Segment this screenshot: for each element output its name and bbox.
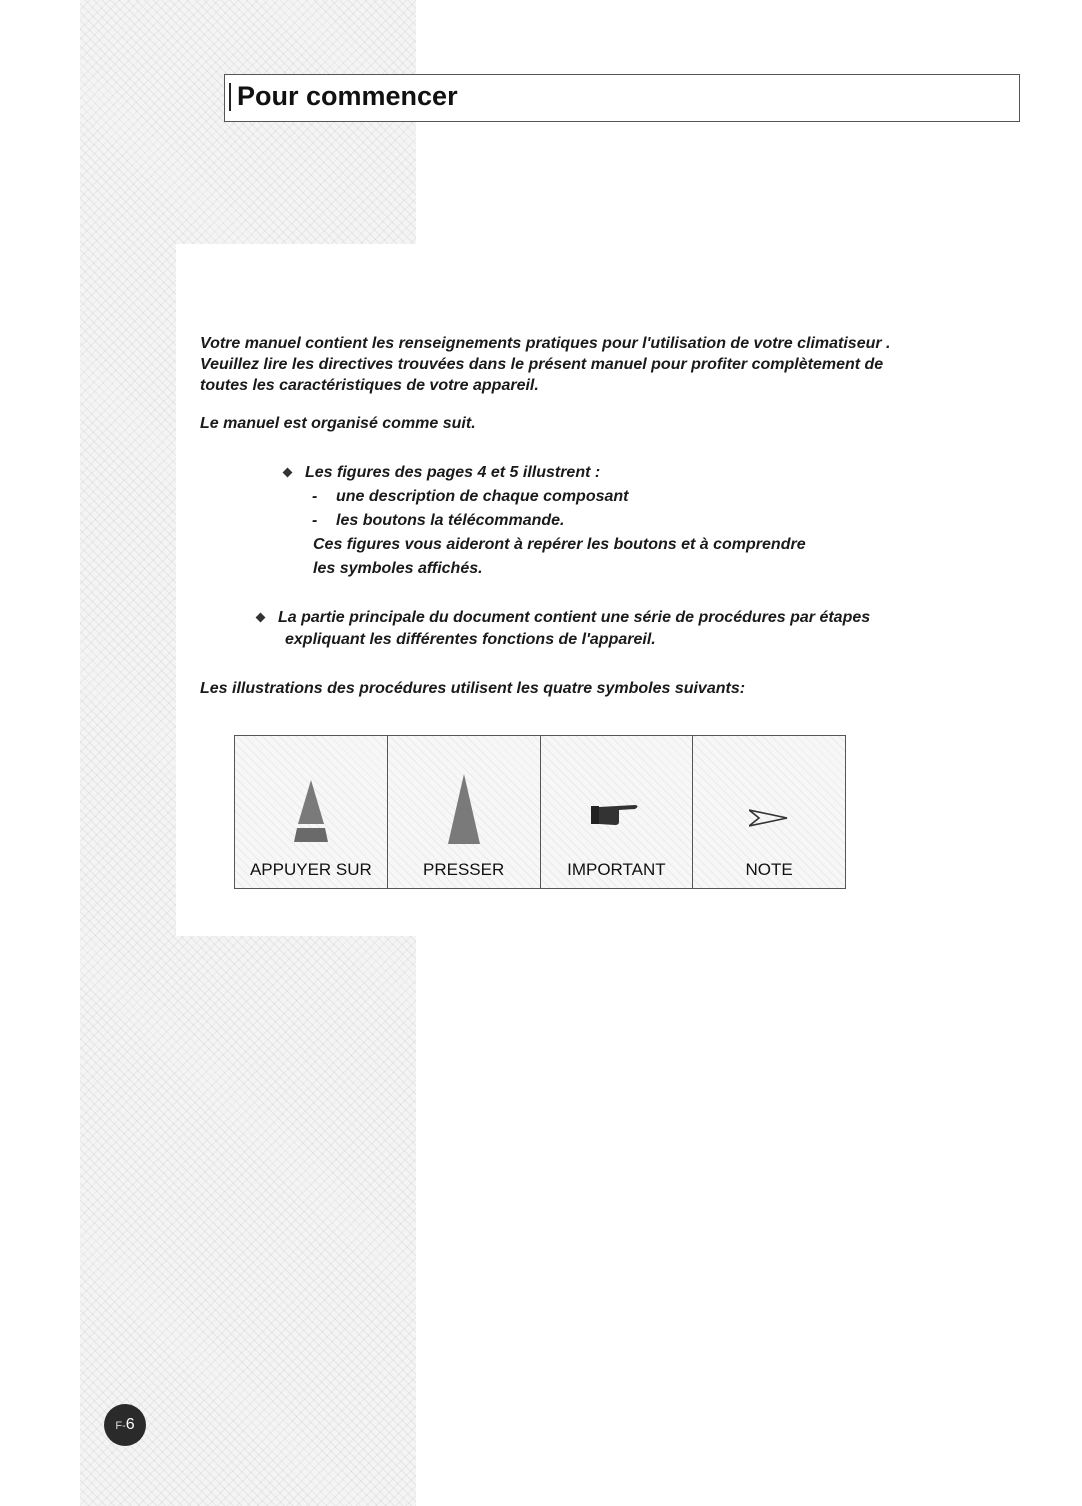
illustrations-intro: Les illustrations des procédures utilisent les quatre symboles suivants: (200, 680, 746, 697)
symbol-cell-important (541, 736, 694, 888)
page-number: 6 (125, 1416, 135, 1433)
arrow-icon (749, 809, 789, 827)
symbol-label: NOTE (745, 860, 793, 879)
bullet-figures: Les figures des pages 4 et 5 illustrent : - une description de chaque composant - les boutons la télécommande. Ces figures vous aideront à repérer les boutons et à comprendre les symboles affichés. (284, 461, 806, 581)
intro-paragraph (200, 333, 940, 396)
page-prefix: F- (115, 1420, 126, 1432)
bullet-main-line-2: expliquant les différentes fonctions de l'appareil. (285, 631, 656, 648)
symbol-cell-push (235, 736, 388, 888)
list-item: une description de chaque composant (336, 488, 629, 505)
intro-line-3: toutes les caractéristiques de votre appareil. (200, 377, 539, 394)
symbol-cell-note (693, 736, 845, 888)
pointing-hand-icon (591, 802, 641, 826)
page-title: Pour commencer (237, 81, 458, 111)
symbol-label: IMPORTANT (567, 860, 666, 879)
title-marker (229, 83, 231, 111)
press-triangle-icon (446, 774, 482, 846)
diamond-bullet-icon (283, 468, 293, 478)
intro-line-2: Veuillez lire les directives trouvées dans le présent manuel pour profiter complètement de (200, 356, 884, 373)
list-item: les boutons la télécommande. (336, 512, 565, 529)
push-triangle-icon (293, 780, 329, 844)
diamond-bullet-icon (256, 613, 266, 623)
intro-line-1: Votre manuel contient les renseignements pratiques pour l'utilisation de votre climatiseur . (200, 335, 891, 352)
title-box (224, 74, 1020, 122)
organisation-text: Le manuel est organisé comme suit. (200, 415, 476, 432)
bullet-figures-note-1: Ces figures vous aideront à repérer les boutons et à comprendre (313, 536, 806, 553)
symbol-label: PRESSER (423, 860, 505, 879)
bullet-figures-note-2: les symboles affichés. (313, 560, 483, 577)
bullet-main-line-1: La partie principale du document contient une série de procédures par étapes (278, 609, 871, 626)
bullet-figures-heading: Les figures des pages 4 et 5 illustrent : (305, 464, 601, 481)
symbols-table (234, 735, 846, 889)
symbol-cell-press (388, 736, 541, 888)
bullet-main-part (257, 607, 937, 651)
symbol-label: APPUYER SUR (249, 860, 372, 879)
page-number-badge (104, 1404, 146, 1446)
